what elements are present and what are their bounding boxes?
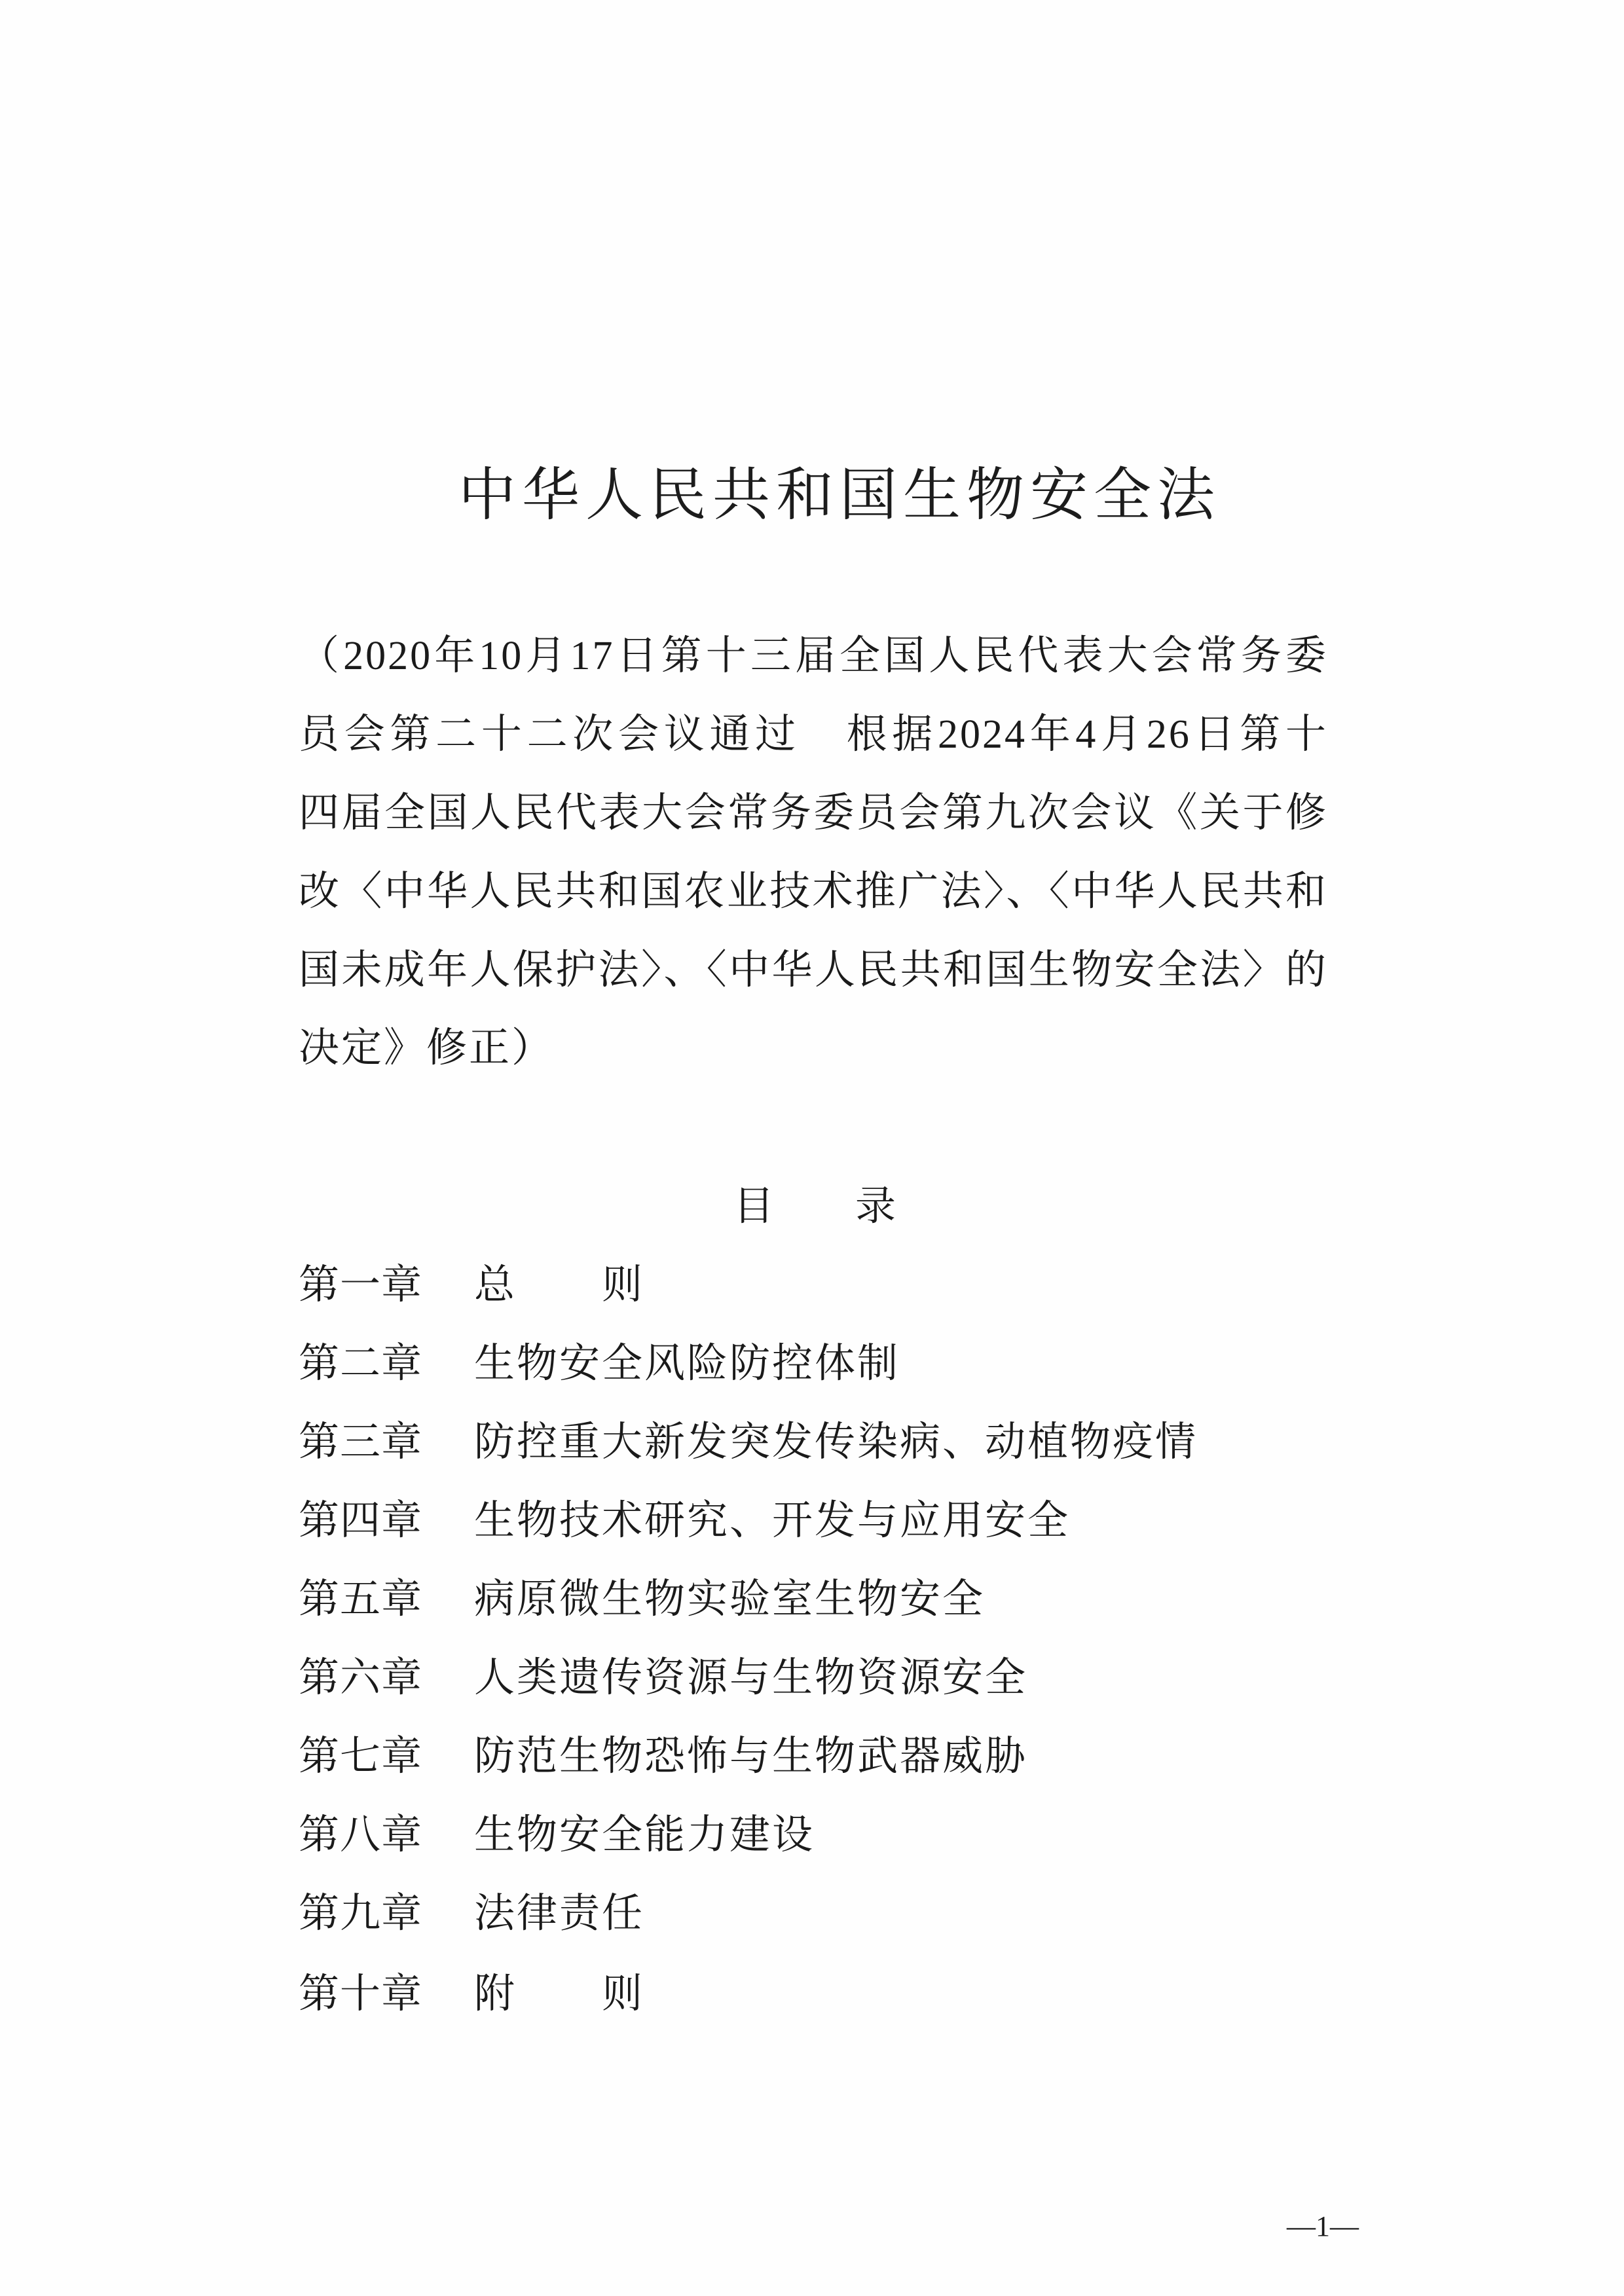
chapter-title: 生物技术研究、开发与应用安全: [474, 1499, 1071, 1543]
chapter-title: 防控重大新发突发传染病、动植物疫情: [474, 1420, 1198, 1465]
page-number: —1—: [1287, 2210, 1359, 2242]
preamble-line: 改〈中华人民共和国农业技术推广法〉、〈中华人民共和: [299, 869, 1328, 914]
preamble-line: （2020年10月17日第十三届全国人民代表大会常务委: [299, 634, 1328, 678]
toc-item: [299, 1259, 1346, 1311]
chapter-title: 附 则: [474, 1972, 645, 2016]
preamble-line: 四届全国人民代表大会常务委员会第九次会议《关于修: [299, 791, 1328, 835]
chapter-number: 第七章: [299, 1734, 423, 1779]
chapter-number: 第五章: [299, 1577, 423, 1622]
toc-item: [299, 1730, 1346, 1783]
toc-item: [299, 1887, 1346, 1940]
chapter-title: 生物安全能力建设: [474, 1813, 815, 1857]
toc-heading-char: 目: [733, 1184, 775, 1229]
chapter-number: 第一章: [299, 1263, 423, 1307]
preamble-line: 决定》修正）: [299, 1026, 555, 1070]
chapter-number: 第三章: [299, 1420, 423, 1465]
chapter-title: 防范生物恐怖与生物武器威胁: [474, 1734, 1028, 1779]
toc-item: [299, 1809, 1346, 1861]
toc-item: [299, 1495, 1346, 1547]
chapter-number: 第八章: [299, 1813, 423, 1857]
chapter-number: 第十章: [299, 1972, 423, 2016]
document-title: 中华人民共和国生物安全法: [458, 464, 1221, 528]
chapter-number: 第四章: [299, 1499, 423, 1543]
chapter-title: 人类遗传资源与生物资源安全: [474, 1656, 1028, 1700]
toc-item: [299, 1416, 1346, 1468]
chapter-number: 第六章: [299, 1656, 423, 1700]
preamble-line: 国未成年人保护法〉、〈中华人民共和国生物安全法〉的: [299, 948, 1328, 993]
chapter-number: 第二章: [299, 1341, 423, 1386]
chapter-title: 法律责任: [474, 1891, 645, 1936]
chapter-title: 病原微生物实验室生物安全: [474, 1577, 986, 1622]
toc-item: [299, 1573, 1346, 1626]
toc-item: [299, 1652, 1346, 1704]
toc-item: [299, 1338, 1346, 1390]
chapter-title: 生物安全风险防控体制: [474, 1341, 900, 1386]
chapter-number: 第九章: [299, 1891, 423, 1936]
preamble-line: 员会第二十二次会议通过 根据2024年4月26日第十: [299, 712, 1328, 757]
toc-heading: [720, 1180, 917, 1233]
toc-heading-char: 录: [855, 1184, 896, 1229]
chapter-title: 总 则: [474, 1263, 645, 1307]
toc-item: [299, 1968, 1346, 2020]
